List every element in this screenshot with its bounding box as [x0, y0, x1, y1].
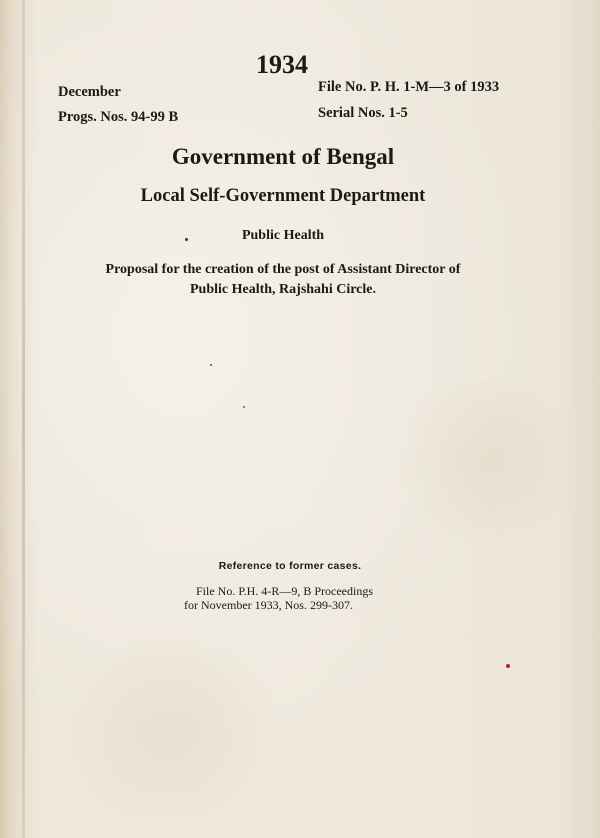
reference-title: Reference to former cases.: [218, 560, 362, 572]
paper-stain: [380, 380, 600, 540]
paper-stain: [40, 640, 300, 820]
government-title: Government of Bengal: [171, 144, 395, 169]
proposal-line-1: Proposal for the creation of the post of Assistant Director of: [105, 262, 461, 277]
proposal-line-2: Public Health, Rajshahi Circle.: [189, 282, 377, 297]
page-fold-shadow: [22, 0, 25, 838]
ink-speck: [210, 364, 212, 366]
proceedings-numbers: Progs. Nos. 94-99 B: [58, 109, 179, 125]
red-ink-speck: [506, 664, 510, 668]
file-number: File No. P. H. 1-M—3 of 1933: [318, 79, 500, 95]
reference-line-2: for November 1933, Nos. 299-307.: [184, 598, 353, 612]
ink-speck: [243, 406, 245, 408]
document-year: 1934: [256, 50, 308, 79]
ink-speck: [185, 238, 188, 241]
reference-line-1: File No. P.H. 4-R—9, B Proceedings: [196, 584, 373, 598]
subject-heading: Public Health: [241, 228, 325, 243]
serial-numbers: Serial Nos. 1-5: [318, 105, 408, 121]
department-title: Local Self-Government Department: [140, 186, 426, 206]
document-month: December: [58, 84, 121, 100]
